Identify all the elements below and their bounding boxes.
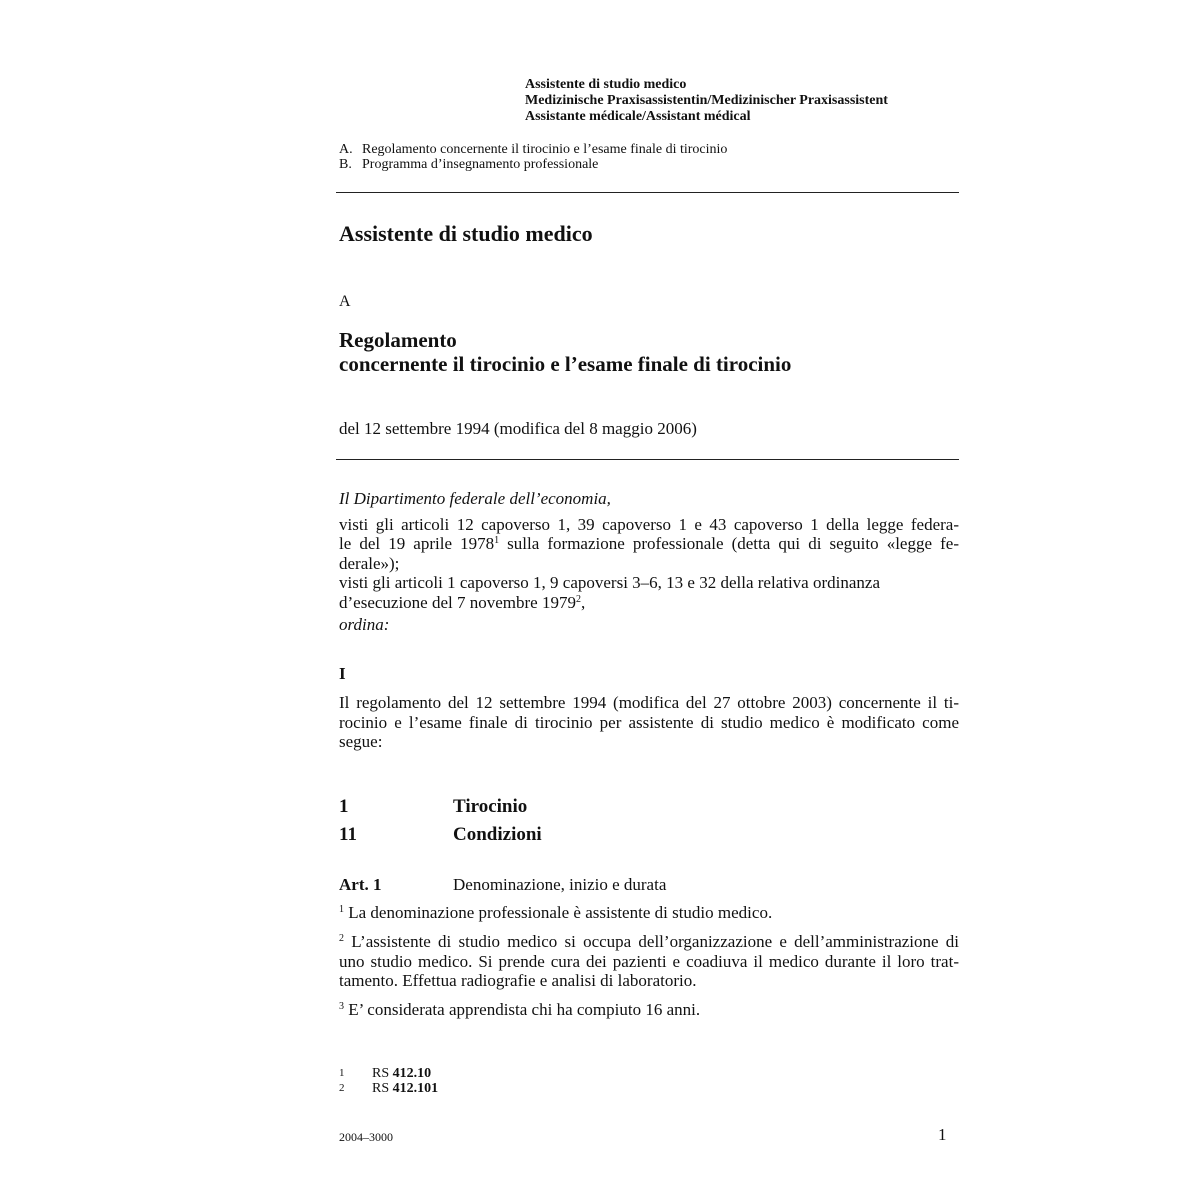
preamble-authority: Il Dipartimento federale dell’economia, bbox=[339, 489, 611, 508]
regulation-title-line1: Regolamento bbox=[339, 328, 457, 352]
footnote-ref-number: 412.101 bbox=[392, 1081, 439, 1096]
paragraph-number: 1 bbox=[339, 904, 344, 915]
footnote-prefix: RS bbox=[372, 1066, 390, 1081]
preamble-line: visti gli articoli 12 capoverso 1, 39 capoverso 1 e 43 capoverso 1 della legge federa- bbox=[339, 514, 959, 534]
preamble-line: derale»); bbox=[339, 553, 400, 573]
heading-title: Condizioni bbox=[453, 824, 542, 845]
article-paragraph-1 bbox=[339, 903, 959, 923]
header-title-de: Medizinische Praxisassistentin/Medizinischer Praxisassistent bbox=[525, 93, 888, 108]
paragraph-line bbox=[339, 1000, 959, 1020]
regulation-title-line2: concernente il tirocinio e l’esame finale di tirocinio bbox=[339, 352, 792, 376]
article-heading bbox=[339, 875, 666, 895]
paragraph-line bbox=[339, 932, 959, 952]
document-code: 2004–3000 bbox=[339, 1130, 393, 1144]
header-title-fr: Assistante médicale/Assistant médical bbox=[525, 109, 751, 124]
contents-letter: B. bbox=[339, 157, 352, 172]
article-paragraph-3 bbox=[339, 1000, 959, 1020]
contents-letter: A. bbox=[339, 142, 353, 157]
footnote-number: 1 bbox=[339, 1067, 345, 1079]
heading-tirocinio bbox=[339, 796, 527, 818]
preamble bbox=[339, 489, 959, 635]
article-paragraph-2 bbox=[339, 932, 959, 991]
footnote bbox=[339, 1081, 438, 1096]
article-number: Art. 1 bbox=[339, 875, 382, 894]
running-header bbox=[525, 77, 888, 125]
preamble-text: , bbox=[580, 592, 586, 612]
paragraph-number: 3 bbox=[339, 1001, 344, 1012]
title-divider bbox=[336, 459, 959, 460]
paragraph-line: tamento. Effettua radiografie e analisi di laboratorio. bbox=[339, 971, 697, 990]
paragraph-text: E’ considerata apprendista chi ha compiuto 16 anni. bbox=[344, 1000, 701, 1019]
main-title: Assistente di studio medico bbox=[339, 221, 593, 246]
part-letter: A bbox=[339, 293, 351, 310]
footnote-number: 2 bbox=[339, 1082, 345, 1094]
header-title-it: Assistente di studio medico bbox=[525, 77, 687, 92]
contents-text: Regolamento concernente il tirocinio e l’esame finale di tirocinio bbox=[362, 142, 728, 157]
paragraph-line bbox=[339, 903, 959, 923]
footnotes bbox=[339, 1066, 438, 1096]
preamble-text: d’esecuzione del 7 novembre 1979 bbox=[339, 592, 576, 612]
section-numeral: I bbox=[339, 664, 346, 683]
footnote-ref[interactable]: 2 bbox=[575, 593, 581, 605]
preamble-line bbox=[339, 593, 959, 613]
section-I-text bbox=[339, 693, 959, 752]
section-I-line: segue: bbox=[339, 732, 383, 751]
heading-condizioni bbox=[339, 824, 542, 846]
preamble-text: sulla formazione professionale (detta qui di seguito «legge fe- bbox=[499, 534, 959, 553]
section-I-line: Il regolamento del 12 settembre 1994 (modifica del 27 ottobre 2003) concernente il ti- bbox=[339, 693, 959, 712]
heading-number: 11 bbox=[339, 824, 357, 845]
contents-item bbox=[339, 142, 727, 157]
preamble-text: le del 19 aprile 1978 bbox=[339, 534, 495, 553]
heading-number: 1 bbox=[339, 796, 349, 817]
paragraph-number: 2 bbox=[339, 933, 344, 944]
paragraph-text: La denominazione professionale è assistente di studio medico. bbox=[344, 903, 773, 922]
contents-list bbox=[339, 142, 727, 172]
page-number: 1 bbox=[938, 1125, 947, 1144]
footnote-ref-number: 412.10 bbox=[392, 1066, 432, 1081]
contents-item bbox=[339, 157, 727, 172]
heading-title: Tirocinio bbox=[453, 796, 528, 817]
regulation-title bbox=[339, 328, 791, 376]
footnote-ref[interactable]: 1 bbox=[494, 535, 500, 546]
section-I-line: rocinio e l’esame finale di tirocinio per assistente di studio medico è modificato come bbox=[339, 712, 959, 732]
article-title: Denominazione, inizio e durata bbox=[453, 875, 667, 894]
preamble-line bbox=[339, 534, 959, 554]
date-line: del 12 settembre 1994 (modifica del 8 maggio 2006) bbox=[339, 419, 697, 438]
preamble-ordina: ordina: bbox=[339, 615, 390, 634]
top-divider bbox=[336, 192, 959, 193]
preamble-line: visti gli articoli 1 capoverso 1, 9 capoversi 3–6, 13 e 32 della relativa ordinanza bbox=[339, 573, 880, 592]
footnote bbox=[339, 1066, 438, 1081]
paragraph-text: L’assistente di studio medico si occupa dell’organizzazione e dell’amministrazione di bbox=[344, 932, 959, 951]
paragraph-line: uno studio medico. Si prende cura dei pazienti e coadiuva il medico durante il loro trat- bbox=[339, 951, 959, 971]
footnote-prefix: RS bbox=[372, 1081, 390, 1096]
contents-text: Programma d’insegnamento professionale bbox=[362, 157, 599, 172]
